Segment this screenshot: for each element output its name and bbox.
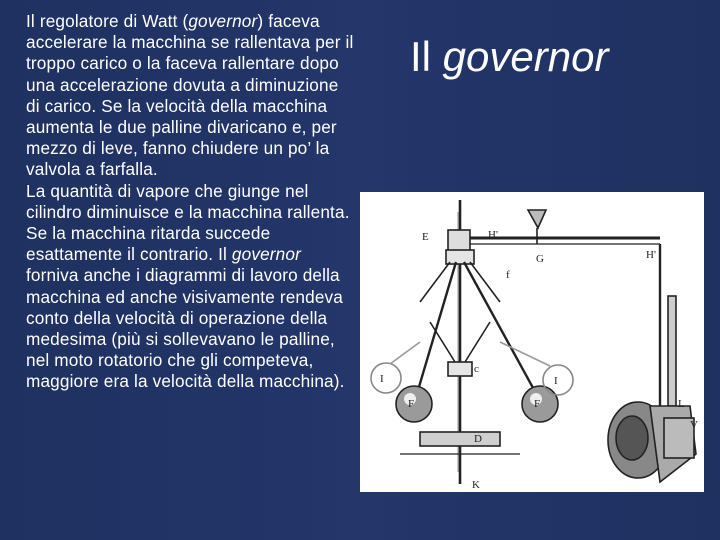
paragraph-3: Se la macchina ritarda succede esattamente il contrario. Il governor forniva anche i diagrammi di lavoro della macchina ed anche visivamente rendeva conto della velocità di operazione della medesima (più si sollevavano le palline, nel moto rotatorio che gli competeva, maggiore era la velocità della macchina). — [26, 223, 345, 392]
label-k: K — [472, 479, 480, 491]
label-i-left: I — [380, 373, 384, 385]
label-i-right: I — [554, 375, 558, 387]
label-d: D — [474, 433, 482, 445]
label-g: G — [536, 253, 544, 265]
governor-emphasis: governor — [188, 11, 258, 31]
label-h2: H' — [646, 249, 656, 261]
slide-title: Il governor — [410, 33, 609, 80]
label-e: E — [422, 231, 429, 243]
watt-governor-illustration — [360, 192, 704, 492]
label-h1: H' — [488, 229, 498, 241]
label-c: c — [474, 363, 479, 375]
governor-drawing — [360, 192, 704, 492]
body-text — [26, 11, 356, 393]
label-l: L — [678, 398, 685, 410]
label-f-left: F — [408, 398, 415, 410]
paragraph-2: La quantità di vapore che giunge nel cilindro diminuisce e la macchina rallenta. — [26, 180, 350, 222]
governor-emphasis: governor — [231, 244, 301, 265]
label-f: f — [506, 269, 510, 281]
label-v: V — [690, 419, 698, 431]
paragraph-1: Il regolatore di Watt (governor) faceva accelerare la macchina se rallentava per il troppo carico o la faceva rallentare dopo una accelerazione dovuta a diminuzione di carico. Se la velocità della macchina aumenta le due palline divaricano e, per mezzo di leve, fanno chiudere un po’ la valvola a farfalla. — [26, 11, 354, 180]
label-f-right: F — [534, 398, 541, 410]
